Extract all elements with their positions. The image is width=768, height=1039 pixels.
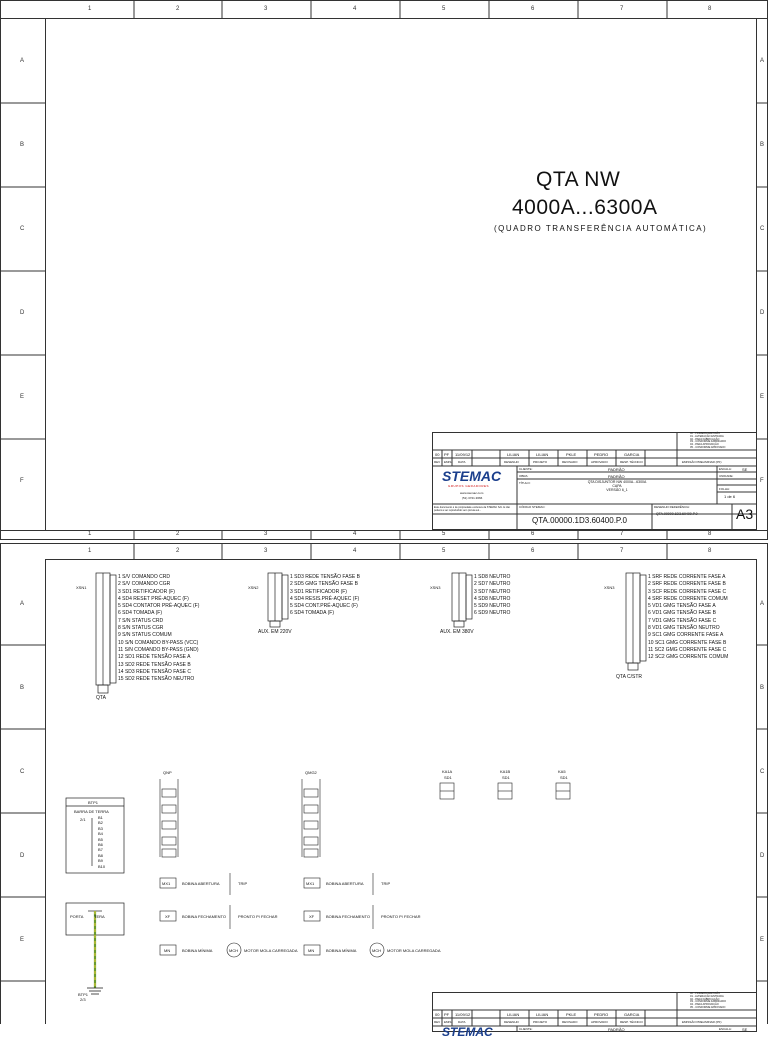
col-label: 1 — [88, 531, 92, 537]
terminal-item: 5 VD1 GMG TENSÃO FASE A — [648, 603, 716, 610]
rev-cell: PKLE — [566, 1012, 577, 1017]
terminal-item: 11 S/N COMANDO BY-PASS (GND) — [118, 646, 199, 653]
relay-sub: SD1 — [502, 775, 510, 780]
motor-label: MOTOR MOLA CARREGADA — [387, 948, 441, 953]
terminal-strip-label: AUX. EM 380V — [440, 629, 474, 635]
escala-label: ESCALA: — [719, 1027, 732, 1031]
note: 03 - CONFORME FABRICADO — [690, 1000, 727, 1004]
terminal-item: 3 SCF REDE CORRENTE FASE C — [648, 588, 727, 595]
ground-terminal: B5 — [98, 836, 103, 842]
row-label: D — [20, 853, 25, 859]
codigo-value: QTA.00000.1D3.60400.P.0 — [532, 516, 627, 525]
escala-value: SE — [742, 467, 748, 472]
header-cell: DESENHO — [504, 1020, 519, 1024]
row-label: C — [760, 769, 765, 775]
unidade-label: UNIDADE: — [719, 474, 734, 478]
titulo-line: CAPA — [612, 484, 622, 489]
terminal-tag: XSN1 — [76, 585, 87, 590]
col-label: 7 — [620, 531, 624, 537]
row-label: C — [20, 226, 25, 232]
terminal-item: 9 S/N STATUS COMUM — [118, 632, 172, 639]
rev-cell: PEDRO — [594, 1012, 609, 1017]
header-cell: EMIS — [444, 460, 452, 464]
terminal-item: 13 SD2 REDE TENSÃO FASE B — [118, 661, 191, 668]
header-cell: PROJETO — [533, 1020, 548, 1024]
header-cell: APROVADO — [591, 460, 608, 464]
mch-label: MCH — [372, 948, 382, 953]
note: 00 - PRIMEIRA EMISSÃO — [690, 992, 721, 995]
ground-bar-left: 2/1 — [80, 817, 86, 822]
header-cell: RESP. TÉCNICO — [620, 460, 643, 464]
col-label: 7 — [620, 548, 624, 554]
col-label: 8 — [708, 6, 712, 12]
col-label: 2 — [176, 6, 180, 12]
row-label: B — [20, 142, 25, 148]
terminal-item: 6 SD9 NEUTRO — [474, 610, 511, 617]
ground-terminal: B2 — [98, 820, 103, 826]
row-label: C — [760, 226, 765, 232]
title-block-2 — [432, 992, 757, 1039]
ground-terminal: B9 — [98, 858, 103, 864]
terminal-item: 7 VD1 GMG TENSÃO FASE C — [648, 617, 717, 624]
terminal-strip-qtacstr — [626, 573, 646, 670]
porta-label: PORTA — [70, 914, 84, 919]
ground-wire — [87, 911, 103, 994]
col-label: 6 — [531, 531, 535, 537]
rev-cell: PF — [444, 452, 450, 457]
format-value: A3 — [736, 506, 754, 522]
trip-label: TRIP — [238, 881, 248, 886]
ground-bar-title: BTP1 — [88, 800, 99, 805]
terminal-item: 12 SD1 REDE TENSÃO FASE A — [118, 654, 191, 661]
cliente-label: CLIENTE: — [519, 1027, 533, 1031]
rev-cell: PKLE — [566, 452, 577, 457]
cliente-value: PADRÃO — [608, 467, 625, 472]
ground-terminal: B7 — [98, 847, 103, 853]
col-label: 3 — [264, 6, 268, 12]
rev-cell: PEDRO — [594, 452, 609, 457]
terminal-item: 3 SD7 NEUTRO — [474, 588, 511, 595]
col-label: 8 — [708, 531, 712, 537]
col-label: 7 — [620, 6, 624, 12]
terminal-item: 5 SD4 CONT.PRÉ-AQUEC (F) — [290, 603, 358, 610]
col-label: 2 — [176, 548, 180, 554]
col-label: 5 — [442, 531, 446, 537]
row-label: A — [760, 601, 765, 607]
terminal-item: 8 VD1 GMG TENSÃO NEUTRO — [648, 625, 720, 632]
site: www.stemac.com — [460, 491, 484, 495]
ground-terminal: B4 — [98, 831, 103, 837]
terminal-list-qtacstr — [648, 574, 728, 662]
desenho-ref-value: QTA.00000.1D3.60400.P.0 — [656, 512, 698, 516]
coil-mx-desc: BOBINA ABERTURA — [182, 881, 220, 886]
note: 00 - PRIMEIRA EMISSÃO — [690, 432, 721, 435]
revision-notes — [690, 433, 726, 450]
ground-terminal: B6 — [98, 842, 103, 848]
coil-mn-desc: BOBINA MÍNIMA — [326, 948, 357, 953]
terminal-item: 2 SRF REDE CORRENTE FASE B — [648, 581, 726, 588]
row-label: D — [20, 310, 25, 316]
terminal-item: 6 SD4 TOMADA (F) — [118, 610, 162, 617]
folha-label: FOLHA: — [719, 487, 730, 491]
relay-label: KA1A — [442, 769, 453, 774]
header-cell: REVISADO — [562, 1020, 578, 1024]
terminal-strip-aux220 — [268, 573, 288, 627]
row-label: B — [760, 685, 765, 691]
terminal-item: 5 SD4 CONTATOR PRÉ-AQUEC (F) — [118, 603, 200, 610]
motor-label: MOTOR MOLA CARREGADA — [244, 948, 298, 953]
ground-bar-subtitle: BARRA DE TERRA — [74, 809, 109, 814]
coil-mx-label: MX1 — [306, 881, 315, 886]
stemac-logo: STEMAC — [442, 1025, 493, 1039]
folha-value: 1 de 6 — [724, 494, 736, 499]
header-cell: REV — [434, 1020, 441, 1024]
terminal-tag: XSN3 — [604, 585, 615, 590]
rev-cell: 11/09/12 — [455, 1012, 471, 1017]
terminal-item: 1 SD8 NEUTRO — [474, 574, 511, 580]
terminal-item: 3 SD1 RETIFICADOR (F) — [290, 588, 347, 595]
terminal-tag: XSN2 — [248, 585, 259, 590]
mch-label: MCH — [229, 948, 239, 953]
note: 04 - PARA APROVAÇÃO — [690, 1003, 719, 1007]
obra-label: OBRA: — [519, 474, 529, 478]
row-label: E — [760, 394, 765, 400]
terminal-item: 2 S/V COMANDO CGR — [118, 581, 171, 588]
terminal-item: 4 SD8 NEUTRO — [474, 595, 511, 602]
coil-xf-label: XF — [165, 914, 171, 919]
row-label: C — [20, 769, 25, 775]
row-label: A — [20, 58, 25, 64]
col-label: 8 — [708, 548, 712, 554]
cover-title-line3: (QUADRO TRANSFERÊNCIA AUTOMÁTICA) — [494, 224, 708, 233]
col-label: 3 — [264, 548, 268, 554]
col-label: 5 — [442, 6, 446, 12]
revision-notes — [690, 993, 726, 1010]
cover-title-line1: QTA NW — [536, 168, 621, 191]
row-label: B — [760, 142, 765, 148]
contacts-ka — [440, 783, 570, 799]
terminal-tag: XSN3 — [430, 585, 441, 590]
terminal-item: 7 S/N STATUS CRD — [118, 617, 164, 624]
terminal-item: 10 SC1 GMG CORRENTE FASE B — [648, 639, 727, 646]
col-label: 4 — [353, 531, 357, 537]
terminal-strip-label: QTA — [96, 695, 106, 701]
coil-xf-desc: BOBINA FECHAMENTO — [182, 914, 226, 919]
coil-mx-label: MX1 — [162, 881, 171, 886]
terminal-item: 2 SD7 NEUTRO — [474, 581, 511, 588]
rev-cell: 00 — [435, 1012, 440, 1017]
note: 02 - PARA FABRICAÇÃO — [690, 997, 720, 1001]
cliente-value: PADRÃO — [608, 1027, 625, 1032]
note: 04 - PARA APROVAÇÃO — [690, 443, 719, 447]
col-label: 4 — [353, 6, 357, 12]
rev-cell: PF — [444, 1012, 450, 1017]
emission-label: EMISSÃO PRELIMINAR (PF) — [682, 460, 722, 464]
escala-label: ESCALA: — [719, 467, 732, 471]
phone: (51) 3721.3666 — [462, 496, 483, 500]
ground-bar-list — [98, 815, 105, 869]
terminal-list-aux220 — [290, 574, 360, 618]
relay-label: KA5 — [558, 769, 566, 774]
terminal-item: 2 SD5 GMG TENSÃO FASE B — [290, 581, 358, 588]
rev-cell: 00 — [435, 452, 440, 457]
row-label: A — [760, 58, 765, 64]
terminal-item: 4 SRF REDE CORRENTE COMUM — [648, 595, 728, 602]
relay-sub: SD1 — [444, 775, 452, 780]
col-label: 2 — [176, 531, 180, 537]
titulo-line: VERSÃO 6_1 — [606, 488, 628, 493]
header-cell: DATA — [458, 460, 466, 464]
rev-cell: LILIAN — [507, 1012, 520, 1017]
terminal-item: 11 SC2 GMG CORRENTE FASE C — [648, 646, 727, 653]
desenho-ref-label: DESENHO REFERÊNCIA: — [654, 505, 690, 509]
cover-title-line2: 4000A...6300A — [512, 196, 658, 219]
col-label: 3 — [264, 531, 268, 537]
btp-sub: 2/3 — [80, 997, 86, 1002]
terminal-strip-label: QTA C/STR — [616, 674, 643, 680]
rev-cell: GARCIA — [624, 1012, 640, 1017]
titulo-line: QTA DISJUNTOR NW 4000A...6300A — [587, 480, 647, 484]
terminal-item: 15 SD2 REDE TENSÃO NEUTRO — [118, 676, 195, 683]
row-label: E — [760, 937, 765, 943]
note: 02 - PARA FABRICAÇÃO — [690, 437, 720, 441]
note: 05 - CONFORME APROVADO — [690, 445, 726, 449]
col-label: 4 — [353, 548, 357, 554]
titulo-label: TÍTULO: — [519, 481, 531, 485]
col-label: 6 — [531, 548, 535, 554]
terminal-sheet — [0, 543, 768, 1039]
note: 03 - CONFORME FABRICADO — [690, 440, 727, 444]
terminal-item: 4 SD4 RESET PRÉ-AQUEC (F) — [118, 595, 189, 602]
escala-value: SE — [742, 1027, 748, 1032]
breaker-qnp-label: QNP — [163, 770, 172, 775]
header-cell: APROVADO — [591, 1020, 608, 1024]
terminal-strip-qta — [96, 573, 116, 693]
terminal-item: 5 SD9 NEUTRO — [474, 603, 511, 610]
terminal-item: 1 S/V COMANDO CRD — [118, 574, 170, 580]
relay-sub: SD1 — [560, 775, 568, 780]
header-cell: DATA — [458, 1020, 466, 1024]
coil-mn-label: MN — [308, 948, 315, 953]
cliente-label: CLIENTE: — [519, 467, 533, 471]
rev-cell: LILIAN — [507, 452, 520, 457]
copyright: Este documento é de propriedade exclusiva da STEMAC S/A. E não poderá a ser reproduzido sem prévia aut... — [434, 506, 510, 512]
header-cell: REV — [434, 460, 441, 464]
terminal-list-qta — [118, 574, 199, 683]
col-label: 5 — [442, 548, 446, 554]
codigo-label: CÓDIGO STEMAC: — [519, 505, 546, 509]
terminal-item: 10 S/N COMANDO BY-PASS (VCC) — [118, 639, 199, 646]
terminal-item: 9 SC1 GMG CORRENTE FASE A — [648, 632, 724, 639]
terminal-item: 3 SD1 RETIFICADOR (F) — [118, 588, 175, 595]
coil-mn-label: MN — [164, 948, 171, 953]
relay-label: KA1B — [500, 769, 511, 774]
rev-cell: GARCIA — [624, 452, 640, 457]
row-label: D — [760, 310, 765, 316]
coil-xf-desc: BOBINA FECHAMENTO — [326, 914, 370, 919]
trip-label: TRIP — [381, 881, 391, 886]
ground-terminal: B1 — [98, 815, 103, 820]
ground-terminal: B3 — [98, 825, 103, 831]
header-cell: PROJETO — [533, 460, 548, 464]
note: 01 - ALTERAÇÃO ENTRADA — [690, 434, 724, 438]
contacts-qmg — [302, 779, 320, 857]
terminal-item: 4 SD4 RESIS.PRÉ-AQUEC (F) — [290, 595, 360, 602]
terminal-strip-aux380 — [452, 573, 472, 627]
ground-terminal: B8 — [98, 852, 103, 858]
row-label: A — [20, 601, 25, 607]
terminal-list-aux380 — [474, 574, 510, 618]
header-cell: EMIS — [444, 1020, 452, 1024]
rev-cell: LILIAN — [536, 1012, 549, 1017]
row-label: B — [20, 685, 25, 691]
terminal-item: 6 SD4 TOMADA (F) — [290, 610, 334, 617]
terminal-strip-label: AUX. EM 220V — [258, 629, 292, 635]
terra-label: TERA — [94, 914, 105, 919]
header-cell: RESP. TÉCNICO — [620, 1020, 643, 1024]
header-cell: REVISADO — [562, 460, 578, 464]
row-label: E — [20, 394, 25, 400]
pronto-label: PRONTO P/ FECHAR — [381, 914, 421, 919]
rev-cell: 11/09/12 — [455, 452, 471, 457]
titulo-value — [577, 480, 657, 493]
pronto-label: PRONTO P/ FECHAR — [238, 914, 278, 919]
ground-terminal: B10 — [98, 863, 106, 869]
note: 01 - ALTERAÇÃO ENTRADA — [690, 994, 724, 998]
btp-label: BTP1 — [78, 992, 89, 997]
col-label: 6 — [531, 6, 535, 12]
terminal-item: 1 SRF REDE CORRENTE FASE A — [648, 574, 726, 580]
coil-mn-desc: BOBINA MÍNIMA — [182, 948, 213, 953]
stemac-logo-sub: GRUPOS GERADORES — [448, 484, 490, 488]
header-cell: DESENHO — [504, 460, 519, 464]
row-label: D — [760, 853, 765, 859]
terminal-item: 6 VD1 GMG TENSÃO FASE B — [648, 610, 716, 617]
col-label: 1 — [88, 6, 92, 12]
breaker-qmg-label: QMG2 — [305, 770, 317, 775]
row-label: F — [760, 478, 764, 484]
row-label: E — [20, 937, 25, 943]
stemac-logo: STEMAC — [442, 468, 502, 484]
col-label: 1 — [88, 548, 92, 554]
contacts-qnp — [160, 779, 178, 857]
coil-xf-label: XF — [309, 914, 315, 919]
row-label: F — [20, 478, 24, 484]
note: 05 - CONFORME APROVADO — [690, 1005, 726, 1009]
terminal-item: 1 SD3 REDE TENSÃO FASE B — [290, 574, 360, 580]
title-block — [432, 432, 757, 530]
terminal-item: 14 SD3 REDE TENSÃO FASE C — [118, 668, 191, 675]
terminal-item: 12 SC2 GMG CORRENTE COMUM — [648, 654, 729, 661]
emission-label: EMISSÃO PRELIMINAR (PF) — [682, 1020, 722, 1024]
coil-mx-desc: BOBINA ABERTURA — [326, 881, 364, 886]
terminal-item: 8 S/N STATUS CGR — [118, 625, 164, 632]
obra-value: PADRÃO — [608, 474, 625, 479]
rev-cell: LILIAN — [536, 452, 549, 457]
